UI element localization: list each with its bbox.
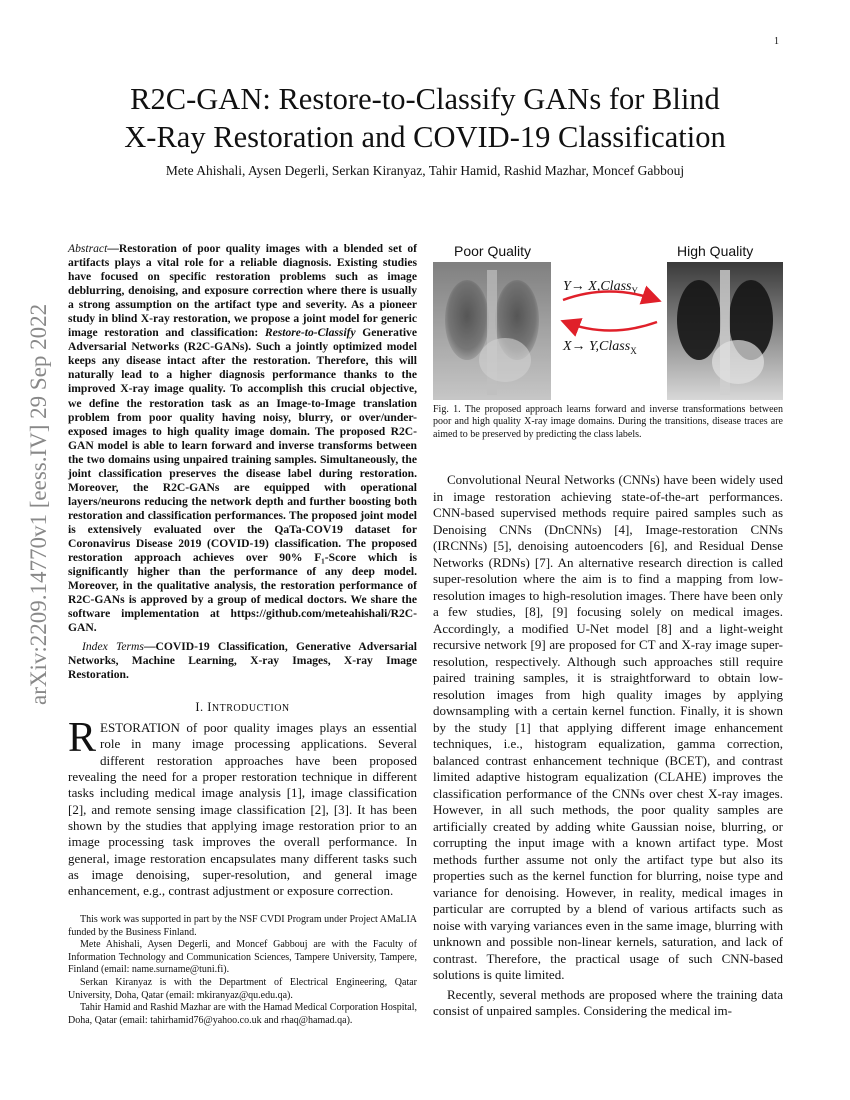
poor-quality-xray-image [433,262,551,400]
title-line-1: R2C-GAN: Restore-to-Classify GANs for Blind [130,82,720,116]
index-terms-lead: Index Terms [82,640,144,653]
section-numeral: I. I [195,700,212,714]
index-terms [68,640,417,682]
figure-1-caption: Fig. 1. The proposed approach learns forward and inverse transformations between poor and high quality X-ray image domains. During the transitions, disease traces are aimed to be preserved by predicting the class labels. [433,404,783,440]
section-title-rest: NTRODUCTION [211,703,290,714]
abstract-text-2: Generative Adversarial Networks (R2C-GANs). Such a jointly optimized model keeps any disease intact after the restoration. Therefore, this will naturally lead to a higher diagnosis performance thanks to the improved X-ray image quality. To accomplish this crucial objective, we define the restoration task as an Image-to-Image translation problem from poor quality having noisy, blurry, or over/under-exposed images to high quality image domain. The proposed R2C-GAN model is able to learn forward and inverse transforms between the two domains using unpaired training samples. Simultaneously, the joint classification preserves the disease label during restoration. Moreover, the R2C-GANs are equipped with operational layers/neurons reducing the network depth and further boosting both restoration and classification performances. The proposed joint model is extensively evaluated over the QaTa-COV19 dataset for Coronavirus Disease 2019 (COVID-19) classification. The proposed restoration approach achieves over 90% F₁-Score which is significantly higher than the performance of any deep model. Moreover, in the qualitative analysis, the restoration performance of R2C-GANs is approved by a group of medical doctors. We share the software implementation at https://github.com/meteahishali/R2C-GAN. [68,326,417,635]
high-quality-label: High Quality [677,243,754,259]
abstract [68,242,417,635]
title-line-2: X-Ray Restoration and COVID-19 Classification [124,120,726,154]
paragraph-unpaired: Recently, several methods are proposed where the training data consist of unpaired samples. Considering the medical im- [433,986,783,1018]
arxiv-identifier [6,290,66,710]
inverse-arrow-icon [565,322,657,331]
high-quality-xray-image [667,262,783,400]
footnote-affiliation-3: Tahir Hamid and Rashid Mazhar are with the Hamad Medical Corporation Hospital, Doha, Qatar (email: tahirhamid76@yahoo.co.uk and rhaq@hamad.qa). [68,1002,417,1026]
figure-1 [433,240,783,402]
forward-transform-label: Y→ X,Class$_Y$ [563,279,638,296]
footnote-funding: This work was supported in part by the NSF CVDI Program under Project AMaLIA funded by the Business Finland. [68,914,417,938]
footnote-affiliation-2: Serkan Kiranyaz is with the Department of Electrical Engineering, Qatar University, Doha, Qatar (email: mkiranyaz@qu.edu.qa). [68,976,417,1001]
footnote-affiliation-1: Mete Ahishali, Aysen Degerli, and Moncef Gabbouj are with the Faculty of Information Technology and Communication Sciences, Tampere University, Tampere, Finland (email: name.surname@tuni.fi). [68,939,417,976]
introduction-paragraph [68,715,417,900]
abstract-text-1: —Restoration of poor quality images with a blended set of artifacts plays a vital role for a reliable diagnosis. Existing studies have focused on specific restoration problems such as image deblurring, denoising, and exposure correction where there is usually a strong assumption on the artifact type and severity. As a pioneer study in blind X-ray restoration, we propose a joint model for generic image restoration and classification: [68,242,417,340]
index-terms-text: —COVID-19 Classification, Generative Adversarial Networks, Machine Learning, X-ray Images, X-ray Image Restoration. [68,640,417,682]
intro-text: ESTORATION of poor quality images plays an essential role in many image processing applications. Several different restoration approaches have been proposed revealing the need for a proper restoration technique in different tasks including medical image analysis [1], image classification [2], and remote sensing image classification [2], [3]. It has been shown by the studies that applying image restoration prior to an image processing task improves the overall performance. In general, image restoration encapsulates many different tasks such as image denoising, super-resolution, and general image enhancement, e.g., contrast adjustment or exposure correction. [68,720,417,899]
arxiv-id-text: arXiv:2209.14770v1 [eess.IV] 29 Sep 2022 [26,303,51,705]
footnotes [68,914,417,1027]
drop-cap: R [68,715,97,761]
paragraph-cnn-review: Convolutional Neural Networks (CNNs) have been widely used in image restoration achieving state-of-the-art performances. CNN-based supervised methods require paired samples such as Denoising CNNs (DnCNNs) [4], Image-restoration CNNs (IRCNNs) [5], denoising autoencoders [6], and Residual Dense Networks (RDNs) [7]. An alternative research direction is called super-resolution where the aim is to find a mapping from low-resolution images to high-resolution images. There have been only a few studies, [8], [9] focusing solely on medical images. Accordingly, a modified U-Net model [8] and a light-weight recursive network [9] are proposed for CT and X-ray image super-resolution, respectively. Although such approaches still require paired training samples, it is straightforward to obtain low-resolution images from high quality images by applying downsampling with a certain kernel function. Finally, it is shown by the study [1] that applying different image enhancement techniques, i.e., histogram equalization, gamma correction, balanced contrast enhancement technique (BCET), and contrast limited adaptive histogram equalization (CLAHE) improves the classification performance of the CNNs over chest X-ray images. However, in all such methods, the poor quality samples are artificially created by adding white Gaussian noise, blurring, or corrupting the input image with a known artifact type. Most methods further assume not only the artifact type but also its properties such as the kernel function for blurring, noise type and variance for denoising. However, in reality, medical images in particular are corrupted by a blend of various artifacts such as noise with varying variances even in the same image, blurring with unknown and possible non-linear kernels, saturation, and lack of contrast. Therefore, the practical usage of such CNN-based solutions is quite limited. [433,472,783,982]
page-number: 1 [774,36,779,47]
section-heading-introduction [68,700,417,715]
inverse-transform-label: X→ Y,Class$_X$ [563,339,637,356]
abstract-lead: Abstract [68,242,108,255]
author-list: Mete Ahishali, Aysen Degerli, Serkan Kiranyaz, Tahir Hamid, Rashid Mazhar, Moncef Gabbouj [165,163,685,178]
right-column-text [433,472,783,1020]
poor-quality-label: Poor Quality [454,243,532,259]
abstract-italic: Restore-to-Classify [264,326,356,340]
paper-title [60,80,790,156]
